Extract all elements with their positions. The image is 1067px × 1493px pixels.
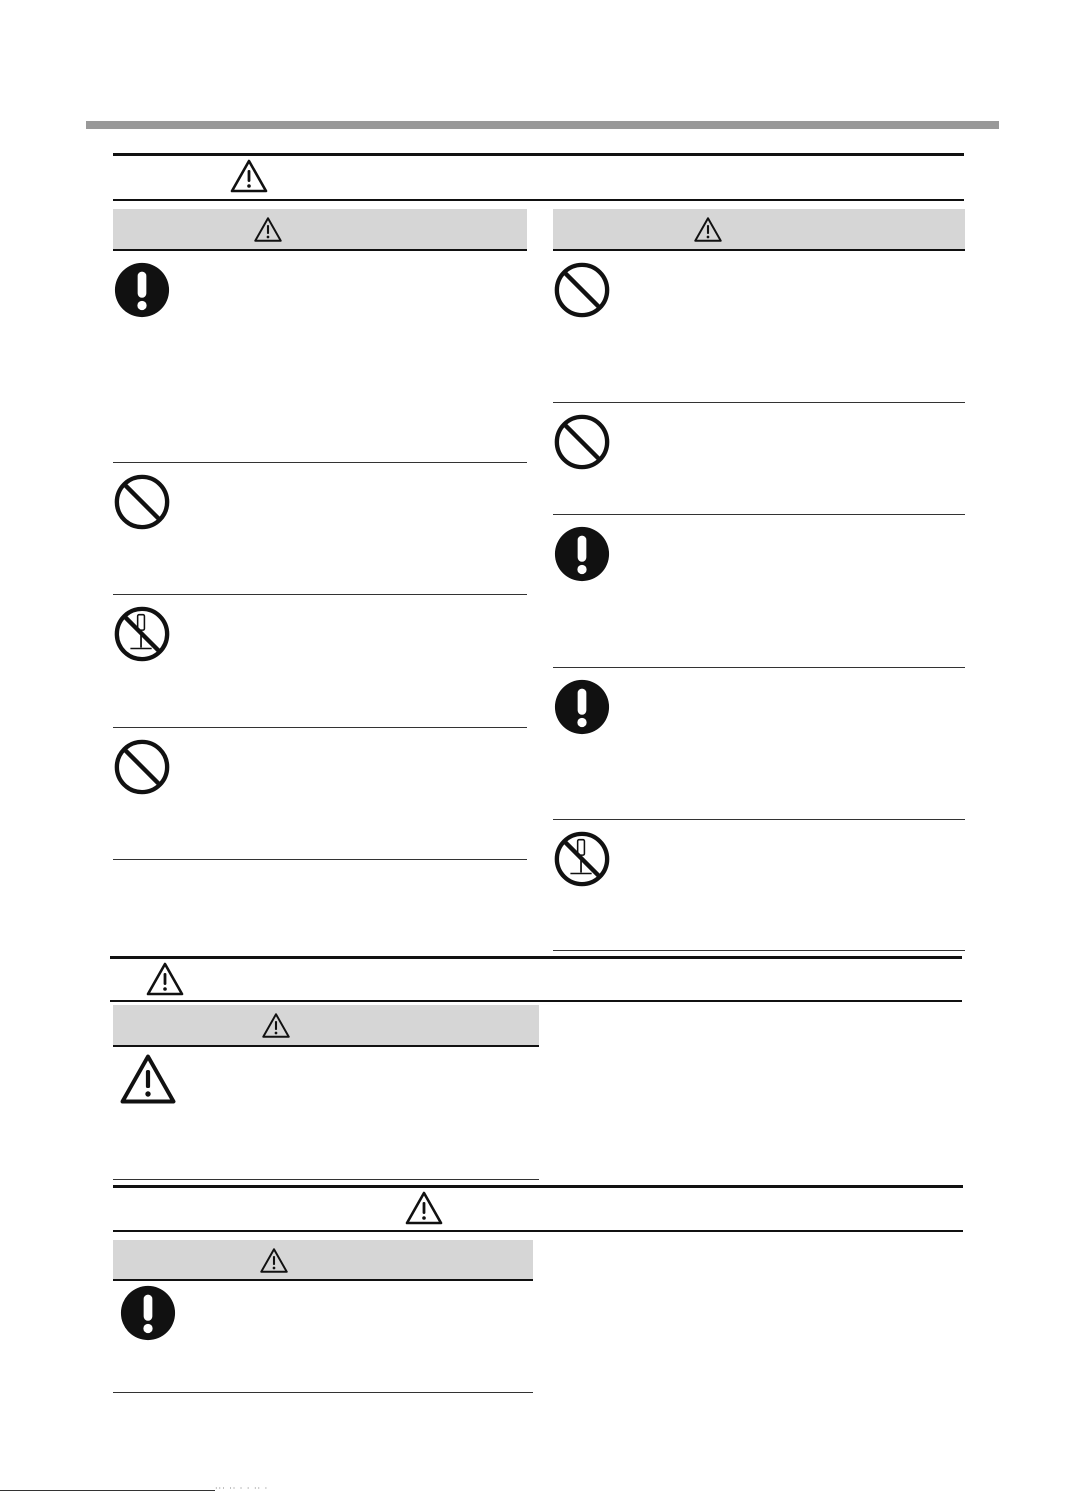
mandatory-exclamation-icon xyxy=(113,261,171,319)
page-top-rule xyxy=(86,121,999,129)
prohibition-icon xyxy=(113,738,171,796)
item-separator xyxy=(113,727,527,728)
item-separator xyxy=(113,462,527,463)
item-separator xyxy=(553,950,965,951)
section-3-bottom-rule xyxy=(113,1230,963,1232)
caution-triangle-icon xyxy=(118,1052,178,1106)
section-1-top-rule xyxy=(113,153,964,156)
section-3-top-rule xyxy=(113,1185,963,1188)
item-separator xyxy=(113,594,527,595)
prohibition-icon xyxy=(553,261,611,319)
item-separator xyxy=(113,859,527,860)
footer-text: ··· ·· · · ·· · xyxy=(215,1484,269,1493)
item-separator xyxy=(113,1179,539,1180)
warning-triangle-icon xyxy=(693,216,723,243)
mandatory-exclamation-icon xyxy=(553,525,611,583)
item-separator xyxy=(113,1392,533,1393)
section-2-top-rule xyxy=(110,956,962,959)
prohibition-icon xyxy=(113,473,171,531)
item-separator xyxy=(553,819,965,820)
warning-triangle-icon xyxy=(253,216,283,243)
item-separator xyxy=(553,402,965,403)
no-disassembly-icon xyxy=(113,605,171,663)
mandatory-exclamation-icon xyxy=(119,1284,177,1342)
mandatory-exclamation-icon xyxy=(553,678,611,736)
item-separator xyxy=(553,667,965,668)
section-2-left-header xyxy=(113,1005,539,1047)
prohibition-icon xyxy=(553,413,611,471)
warning-triangle-icon xyxy=(259,1247,289,1274)
section-1-right-header xyxy=(553,209,965,251)
warning-triangle-icon xyxy=(145,961,185,997)
section-1-bottom-rule xyxy=(113,199,964,201)
warning-triangle-icon xyxy=(261,1012,291,1039)
item-separator xyxy=(553,514,965,515)
warning-triangle-icon xyxy=(229,158,269,194)
section-3-left-header xyxy=(113,1240,533,1281)
section-1-left-header xyxy=(113,209,527,251)
section-2-bottom-rule xyxy=(110,1000,962,1002)
footer-rule xyxy=(0,1490,215,1491)
no-disassembly-icon xyxy=(553,830,611,888)
warning-triangle-icon xyxy=(404,1190,444,1226)
